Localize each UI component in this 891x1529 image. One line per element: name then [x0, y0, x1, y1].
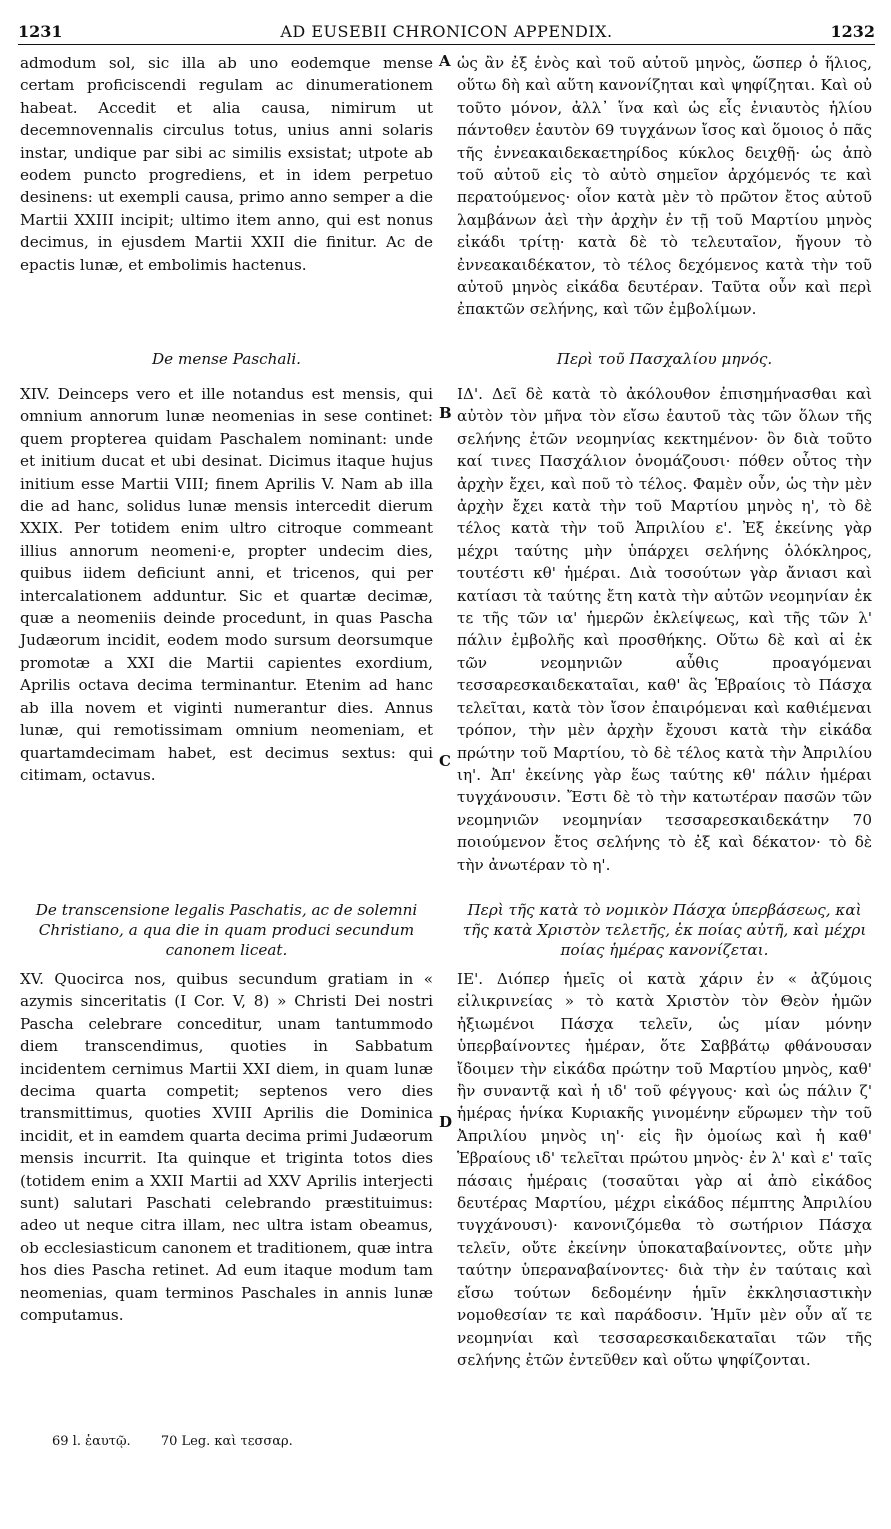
greek-paragraph-xv: ΙΕ'. Διόπερ ἡμεῖς οἱ κατὰ χάριν ἐν « ἀζύμοις εἰλικρινείας » τὸ κατὰ Χριστὸν τὸν Θεὸν ἡμῶν ἠξιωμένοι Πάσχα τελεῖν, ὡς μίαν μόνην ὑπερβαίνοντες ἡμέραν, ὅτε Σαββάτῳ φθάνουσαν ἴδοιμεν τὴν εἰκάδα πρώτην τοῦ Μαρτίου μηνὸς, καθ' ἣν συναντᾷ καὶ ἡ ιδ' τοῦ φέγγους· καὶ ὡς πάλιν ζ' ἡμέρας ἡνίκα Κυριακῆς γινομένην εὕρωμεν τὴν τοῦ Ἀπριλίου μηνὸς ιη'· εἰς ἣν ὁμοίως καὶ ἡ καθ' Ἑβραίους ιδ' τελεῖται πρώτου μηνὸς· ἐν λ' καὶ ε' ταῖς πάσαις ἡμέραις (τοσαῦται γὰρ αἱ ἀπὸ εἰκάδος δευτέρας Μαρτίου, μέχρι εἰκάδος πέμπτης Ἀπριλίου τυγχάνουσι)· κανονιζόμεθα τὸ σωτήριον Πάσχα τελεῖν, οὔτε ἐκείνην ὑποκαταβαίνοντες, οὔτε μὴν ταύτην ὑπεραναβαίνοντες· διὰ τὴν ἐν ταύταις καὶ εἴσω τούτων δεδομένην ἡμῖν ἐκκλησιαστικὴν νομοθεσίαν τε καὶ παράδοσιν. Ἡμῖν μὲν οὖν αἵ τε νεομηνίαι καὶ τεσσαρεσκαιδεκαταῖαι τῶν τῆς σελήνης ἐτῶν ἐντεῦθεν καὶ οὕτω ψηφίζονται.: [457, 970, 872, 1369]
latin-paragraph-xiv: XIV. Deinceps vero et ille notandus est mensis, qui omnium annorum lunæ neomenias in sese continet: quem propterea quidam Paschalem nominant: unde et initium ducat et ubi desinat. Dicimus itaque hujus initium esse Martii VIII; finem Aprilis V. Nam ab illa die ad hanc, solidus lunæ mensis intercedit dierum XXIX. Per totidem enim ultro citroque commeant illius annorum neomeni·e, propter undecim dies, quibus iidem deficiunt anni, et tricenos, qui per intercalationem adduntur. Sic et quartæ decimæ, quæ a neomeniis deinde procedunt, in quas Pascha Judæorum incidit, eodem modo sursum deorsumque promotæ a XXI die Martii capientes exordium, Aprilis octava decima terminantur. Etenim ad hanc ab illa novem et viginti numerantur dies. Annus lunæ, qui remotissimam omnium neomeniam, et quartamdecimam habet, est decimus sextus: qui citimam, octavus.: [20, 385, 433, 784]
greek-paragraph-1: ὡς ἂν ἐξ ἑνὸς καὶ τοῦ αὐτοῦ μηνὸς, ὥσπερ ὁ ἥλιος, οὕτω δὴ καὶ αὕτη κανονίζηται καὶ ψηφίζηται. Καὶ οὐ τοῦτο μόνον, ἀλλ᾽ ἵνα καὶ ὡς εἷς ἐνιαυτὸς ἡλίου πάντοθεν ἑαυτὸν 69 τυγχάνων ἴσος καὶ ὅμοιος ὁ πᾶς τῆς ἐννεακαιδεκαετηρίδος κύκλος δειχθῇ· ὡς ἀπὸ τοῦ αὐτοῦ εἰς τὸ αὐτὸ σημεῖον ἀρχόμενός τε καὶ περατούμενος· οἷον κατὰ μὲν τὸ πρῶτον ἔτος αὐτοῦ λαμβάνων ἀεὶ τὴν ἀρχὴν ἐν τῇ τοῦ Μαρτίου μηνὸς εἰκάδι τρίτῃ· κατὰ δὲ τὸ τελευταῖον, ἤγουν τὸ ἐννεακαιδέκατον, τὸ τέλος δεχόμενος κατὰ τὴν τοῦ αὐτοῦ μηνὸς εἰκάδα δευτέραν. Ταῦτα οὖν καὶ περὶ ἐπακτῶν σελήνης, καὶ τῶν ἐμβολίμων.: [457, 54, 872, 319]
greek-paragraph-xiv: ΙΔ'. Δεῖ δὲ κατὰ τὸ ἀκόλουθον ἐπισημήνασθαι καὶ αὐτὸν τὸν μῆνα τὸν εἴσω ἑαυτοῦ τὰς τῶν ὅλων τῆς σελήνης ἐτῶν νεομηνίας κεκτημένον· ὃν διὰ τοῦτο καί τινες Πασχάλιον ὀνομάζουσι· πόθεν οὗτος τὴν ἀρχὴν ἔχει, καὶ ποῦ τὸ τέλος. Φαμὲν οὖν, ὡς τὴν μὲν ἀρχὴν ἔχει κατὰ τὴν τοῦ Μαρτίου μηνὸς η', τὸ δὲ τέλος κατὰ τὴν τοῦ Ἀπριλίου ε'. Ἐξ ἐκείνης γὰρ μέχρι ταύτης μὴν ὑπάρχει σελήνης ὁλόκληρος, τουτέστι κθ' ἡμέραι. Διὰ τοσούτων γὰρ ἄνιασι καὶ κατίασι τὰ ταύτης ἔτη κατὰ τὴν αὐτῶν νεομηνίαν ἐκ τε τῆς τῶν ια' ἡμερῶν ἐκλείψεως, καὶ τῆς τῶν λ' πάλιν ἐμβολῆς καὶ προσθήκης. Οὕτω δὲ καὶ αἱ ἐκ τῶν νεομηνιῶν αὖθις προαγόμεναι τεσσαρεσκαιδεκαταῖαι, καθ' ἃς Ἑβραίοις τὸ Πάσχα τελεῖται, κατὰ τὸν ἴσον ἐπαιρόμεναι καὶ καθιέμεναι τρόπον, τὴν μὲν ἀρχὴν ἔχουσι κατὰ τὴν εἰκάδα πρώτην τοῦ Μαρτίου, τὸ δὲ τέλος κατὰ τὴν Ἀπριλίου ιη'. Ἀπ' ἐκείνης γὰρ ἕως ταύτης κθ' πάλιν ἡμέραι τυγχάνουσιν. Ἔστι δὲ τὸ τὴν κατωτέραν πασῶν τῶν νεομηνιῶν νεομηνίαν τεσσαρεσκαιδεκάτην 70 ποιούμενον ἔτος σελήνης τὸ ἐξ καὶ δέκατον· τὸ δὲ τὴν ἀνωτέραν τὸ η'.: [457, 385, 872, 874]
margin-letter-d: D: [439, 1113, 453, 1131]
latin-heading-mense-paschali: De mense Paschali.: [151, 350, 302, 368]
page-number-left: 1231: [18, 22, 63, 41]
page-number-right: 1232: [830, 22, 875, 41]
footnote-70: 70 Leg. καὶ τεσσαρ.: [160, 1434, 293, 1449]
header-rule: [18, 44, 875, 45]
greek-heading-transcensione: Περὶ τῆς κατὰ τὸ νομικὸν Πάσχα ὑπερβάσεως, καὶ τῆς κατὰ Χριστὸν τελετῆς, ἐκ ποίας αὐτῆ, καὶ μέχρι ποίας ἡμέρας κανονίζεται.: [462, 901, 867, 959]
running-header: [18, 22, 875, 42]
latin-paragraph-1: admodum sol, sic illa ab uno eodemque mense certam proficiscendi regulam ac dinumerationem habeat. Accedit et alia causa, nimirum ut decemnovennalis circulus totus, unius anni solaris instar, undique par sibi ac similis exsistat; utpote ab eodem puncto progrediens, et in idem perpetuo desinens: ut exempli causa, primo anno semper a die Martii XXIII incipit; ultimo item anno, qui est nonus decimus, in ejusdem Martii XXII die finitur. Ac de epactis lunæ, et embolimis hactenus.: [20, 54, 433, 274]
latin-paragraph-xv: XV. Quocirca nos, quibus secundum gratiam in « azymis sinceritatis (I Cor. V, 8) » Christi Dei nostri Pascha celebrare conceditur, unam tantummodo diem transcendimus, quoties in Sabbatum incidentem cernimus Martii XXI diem, in quam lunæ decima quarta competit; septenos vero dies transmittimus, quoties XVIII Aprilis die Dominica incidit, et in eamdem quarta decima primi Judæorum mensis incurrit. Ita quinque et triginta totos dies (totidem enim a XXII Martii ad XXV Aprilis interjecti sunt) salutari Paschati celebrando præstituimus: adeo ut neque citra illam, nec ultra istam obeamus, ob ecclesiasticum canonem et traditionem, quæ intra hos dies Pascha retinet. Ad eum itaque modum tam neomenias, quam terminos Paschales in annis lunæ computamus.: [20, 970, 433, 1325]
footnotes: [52, 1434, 319, 1449]
latin-heading-transcensione: De transcensione legalis Paschatis, ac de solemni Christiano, a qua die in quam produci secundum canonem liceat.: [35, 901, 418, 959]
margin-letter-c: C: [439, 752, 451, 770]
margin-letter-b: B: [439, 404, 452, 422]
greek-heading-mense-paschali: Περὶ τοῦ Πασχαλίου μηνός.: [556, 350, 773, 368]
margin-letter-a: A: [439, 52, 451, 70]
running-title: AD EUSEBII CHRONICON APPENDIX.: [280, 22, 613, 41]
footnote-69: 69 l. ἑαυτῷ.: [52, 1434, 131, 1449]
